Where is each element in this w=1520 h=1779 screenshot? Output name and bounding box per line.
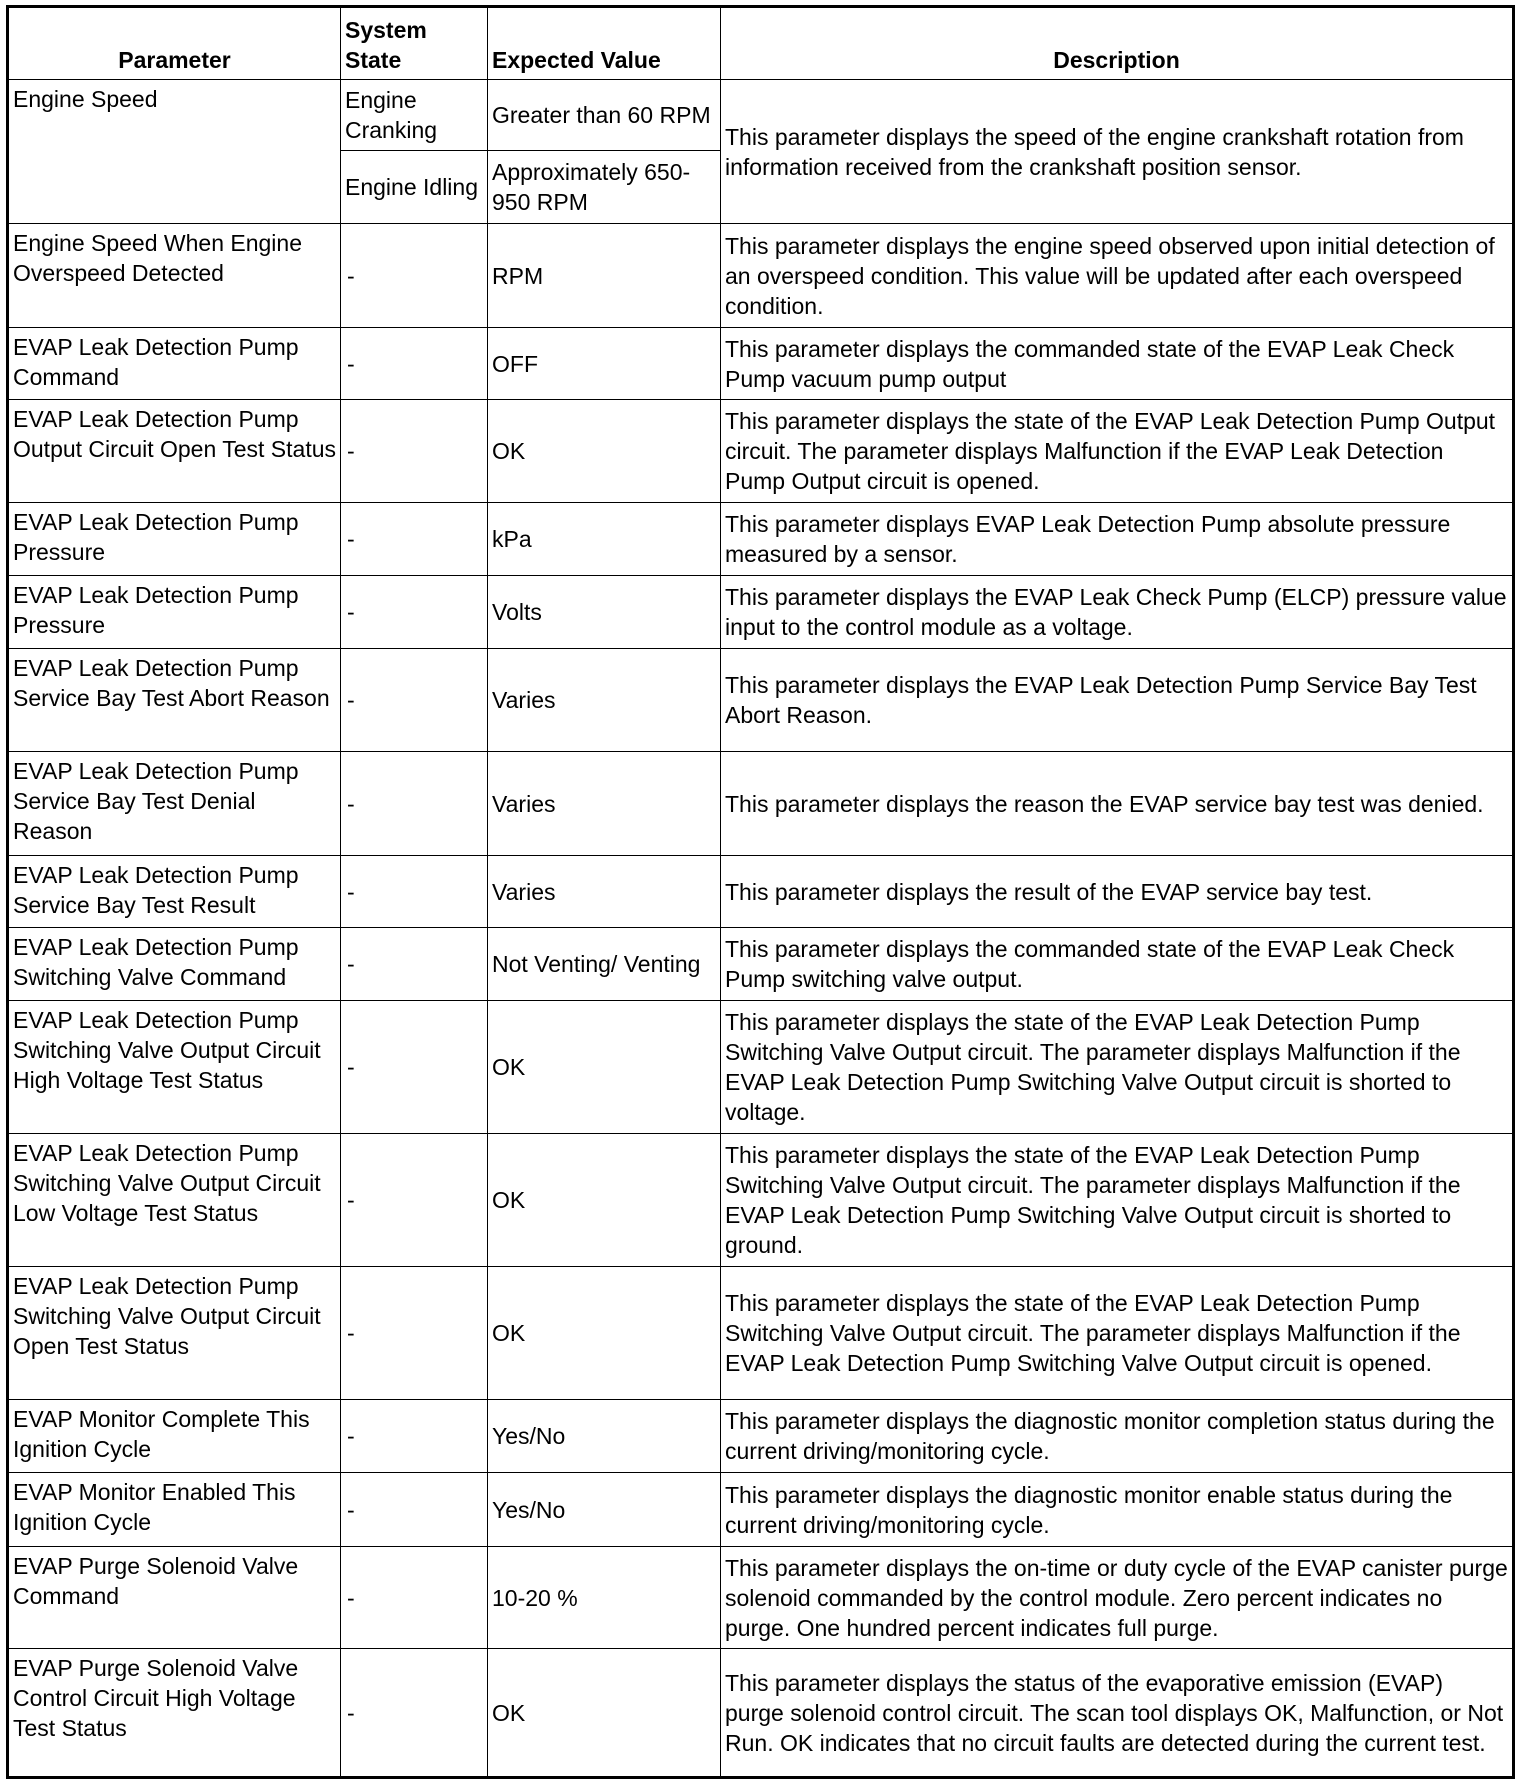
expected-value-cell: OK: [488, 1001, 721, 1134]
expected-value-cell: OK: [488, 1649, 721, 1778]
parameter-cell: EVAP Leak Detection Pump Output Circuit Open Test Status: [8, 400, 341, 503]
table-row: [8, 1649, 1514, 1778]
system-state-cell: -: [341, 1649, 488, 1778]
description-cell: This parameter displays the EVAP Leak Detection Pump Service Bay Test Abort Reason.: [721, 649, 1514, 752]
description-cell: This parameter displays the reason the EVAP service bay test was denied.: [721, 752, 1514, 856]
table-row: [8, 928, 1514, 1001]
description-cell: This parameter displays the speed of the engine crankshaft rotation from information received from the crankshaft position sensor.: [721, 80, 1514, 224]
table-row: [8, 400, 1514, 503]
description-cell: This parameter displays the state of the EVAP Leak Detection Pump Switching Valve Output circuit. The parameter displays Malfunction if the EVAP Leak Detection Pump Switching Valve Output circuit is shorted to ground.: [721, 1134, 1514, 1267]
parameter-cell: EVAP Leak Detection Pump Service Bay Test Abort Reason: [8, 649, 341, 752]
table-row: [8, 1267, 1514, 1400]
table-row: [8, 1473, 1514, 1547]
header-parameter: Parameter: [8, 7, 341, 80]
system-state-cell: Engine Idling: [341, 151, 488, 224]
expected-value-cell: Varies: [488, 856, 721, 928]
expected-value-cell: OK: [488, 1134, 721, 1267]
expected-value-cell: Not Venting/ Venting: [488, 928, 721, 1001]
parameter-cell: EVAP Leak Detection Pump Switching Valve Output Circuit Open Test Status: [8, 1267, 341, 1400]
parameter-cell: EVAP Purge Solenoid Valve Command: [8, 1547, 341, 1649]
parameter-cell: EVAP Leak Detection Pump Service Bay Test Denial Reason: [8, 752, 341, 856]
expected-value-cell: Varies: [488, 649, 721, 752]
parameter-cell: EVAP Leak Detection Pump Switching Valve Output Circuit High Voltage Test Status: [8, 1001, 341, 1134]
description-cell: This parameter displays the state of the EVAP Leak Detection Pump Switching Valve Output circuit. The parameter displays Malfunction if the EVAP Leak Detection Pump Switching Valve Output circuit is opened.: [721, 1267, 1514, 1400]
description-cell: This parameter displays the state of the EVAP Leak Detection Pump Switching Valve Output circuit. The parameter displays Malfunction if the EVAP Leak Detection Pump Switching Valve Output circuit is shorted to voltage.: [721, 1001, 1514, 1134]
description-cell: This parameter displays the commanded state of the EVAP Leak Check Pump switching valve output.: [721, 928, 1514, 1001]
table-row: [8, 328, 1514, 400]
expected-value-cell: OK: [488, 400, 721, 503]
table-row: [8, 576, 1514, 649]
table-row: [8, 1001, 1514, 1134]
parameter-cell: EVAP Leak Detection Pump Command: [8, 328, 341, 400]
header-system-state: System State: [341, 7, 488, 80]
table-row: [8, 649, 1514, 752]
parameter-cell: EVAP Leak Detection Pump Service Bay Test Result: [8, 856, 341, 928]
system-state-cell: -: [341, 1473, 488, 1547]
system-state-cell: -: [341, 1267, 488, 1400]
system-state-cell: -: [341, 400, 488, 503]
header-description: Description: [721, 7, 1514, 80]
system-state-cell: -: [341, 856, 488, 928]
system-state-cell: -: [341, 928, 488, 1001]
system-state-cell: -: [341, 576, 488, 649]
system-state-cell: -: [341, 328, 488, 400]
expected-value-cell: OK: [488, 1267, 721, 1400]
description-cell: This parameter displays the result of the EVAP service bay test.: [721, 856, 1514, 928]
parameter-cell: EVAP Leak Detection Pump Pressure: [8, 576, 341, 649]
description-cell: This parameter displays EVAP Leak Detection Pump absolute pressure measured by a sensor.: [721, 503, 1514, 576]
description-cell: This parameter displays the state of the EVAP Leak Detection Pump Output circuit. The parameter displays Malfunction if the EVAP Leak Detection Pump Output circuit is opened.: [721, 400, 1514, 503]
table-row: [8, 503, 1514, 576]
description-cell: This parameter displays the EVAP Leak Check Pump (ELCP) pressure value input to the control module as a voltage.: [721, 576, 1514, 649]
parameter-cell: EVAP Monitor Complete This Ignition Cycle: [8, 1400, 341, 1473]
table-row: [8, 80, 1514, 151]
expected-value-cell: Approximately 650-950 RPM: [488, 151, 721, 224]
expected-value-cell: kPa: [488, 503, 721, 576]
parameter-cell: EVAP Leak Detection Pump Pressure: [8, 503, 341, 576]
parameter-cell: EVAP Monitor Enabled This Ignition Cycle: [8, 1473, 341, 1547]
parameter-cell: EVAP Purge Solenoid Valve Control Circuit High Voltage Test Status: [8, 1649, 341, 1778]
parameter-cell: Engine Speed: [8, 80, 341, 224]
system-state-cell: Engine Cranking: [341, 80, 488, 151]
system-state-cell: -: [341, 503, 488, 576]
table-row: [8, 224, 1514, 328]
system-state-cell: -: [341, 1400, 488, 1473]
table-row: [8, 1400, 1514, 1473]
table-row: [8, 1134, 1514, 1267]
header-row: [8, 7, 1514, 80]
header-expected-value: Expected Value: [488, 7, 721, 80]
table-row: [8, 752, 1514, 856]
expected-value-cell: RPM: [488, 224, 721, 328]
description-cell: This parameter displays the diagnostic monitor completion status during the current driving/monitoring cycle.: [721, 1400, 1514, 1473]
system-state-cell: -: [341, 1134, 488, 1267]
system-state-cell: -: [341, 1001, 488, 1134]
parameter-cell: EVAP Leak Detection Pump Switching Valve Output Circuit Low Voltage Test Status: [8, 1134, 341, 1267]
description-cell: This parameter displays the on-time or duty cycle of the EVAP canister purge solenoid commanded by the control module. Zero percent indicates no purge. One hundred percent indicates full purge.: [721, 1547, 1514, 1649]
system-state-cell: -: [341, 224, 488, 328]
description-cell: This parameter displays the engine speed observed upon initial detection of an overspeed condition. This value will be updated after each overspeed condition.: [721, 224, 1514, 328]
expected-value-cell: Yes/No: [488, 1473, 721, 1547]
parameter-table: [6, 5, 1515, 1779]
description-cell: This parameter displays the commanded state of the EVAP Leak Check Pump vacuum pump output: [721, 328, 1514, 400]
expected-value-cell: Varies: [488, 752, 721, 856]
table-row: [8, 856, 1514, 928]
expected-value-cell: Yes/No: [488, 1400, 721, 1473]
parameter-cell: Engine Speed When Engine Overspeed Detected: [8, 224, 341, 328]
system-state-cell: -: [341, 752, 488, 856]
expected-value-cell: 10-20 %: [488, 1547, 721, 1649]
expected-value-cell: Volts: [488, 576, 721, 649]
description-cell: This parameter displays the status of the evaporative emission (EVAP) purge solenoid control circuit. The scan tool displays OK, Malfunction, or Not Run. OK indicates that no circuit faults are detected during the current test.: [721, 1649, 1514, 1778]
system-state-cell: -: [341, 1547, 488, 1649]
expected-value-cell: OFF: [488, 328, 721, 400]
parameter-cell: EVAP Leak Detection Pump Switching Valve Command: [8, 928, 341, 1001]
description-cell: This parameter displays the diagnostic monitor enable status during the current driving/monitoring cycle.: [721, 1473, 1514, 1547]
system-state-cell: -: [341, 649, 488, 752]
table-row: [8, 1547, 1514, 1649]
expected-value-cell: Greater than 60 RPM: [488, 80, 721, 151]
